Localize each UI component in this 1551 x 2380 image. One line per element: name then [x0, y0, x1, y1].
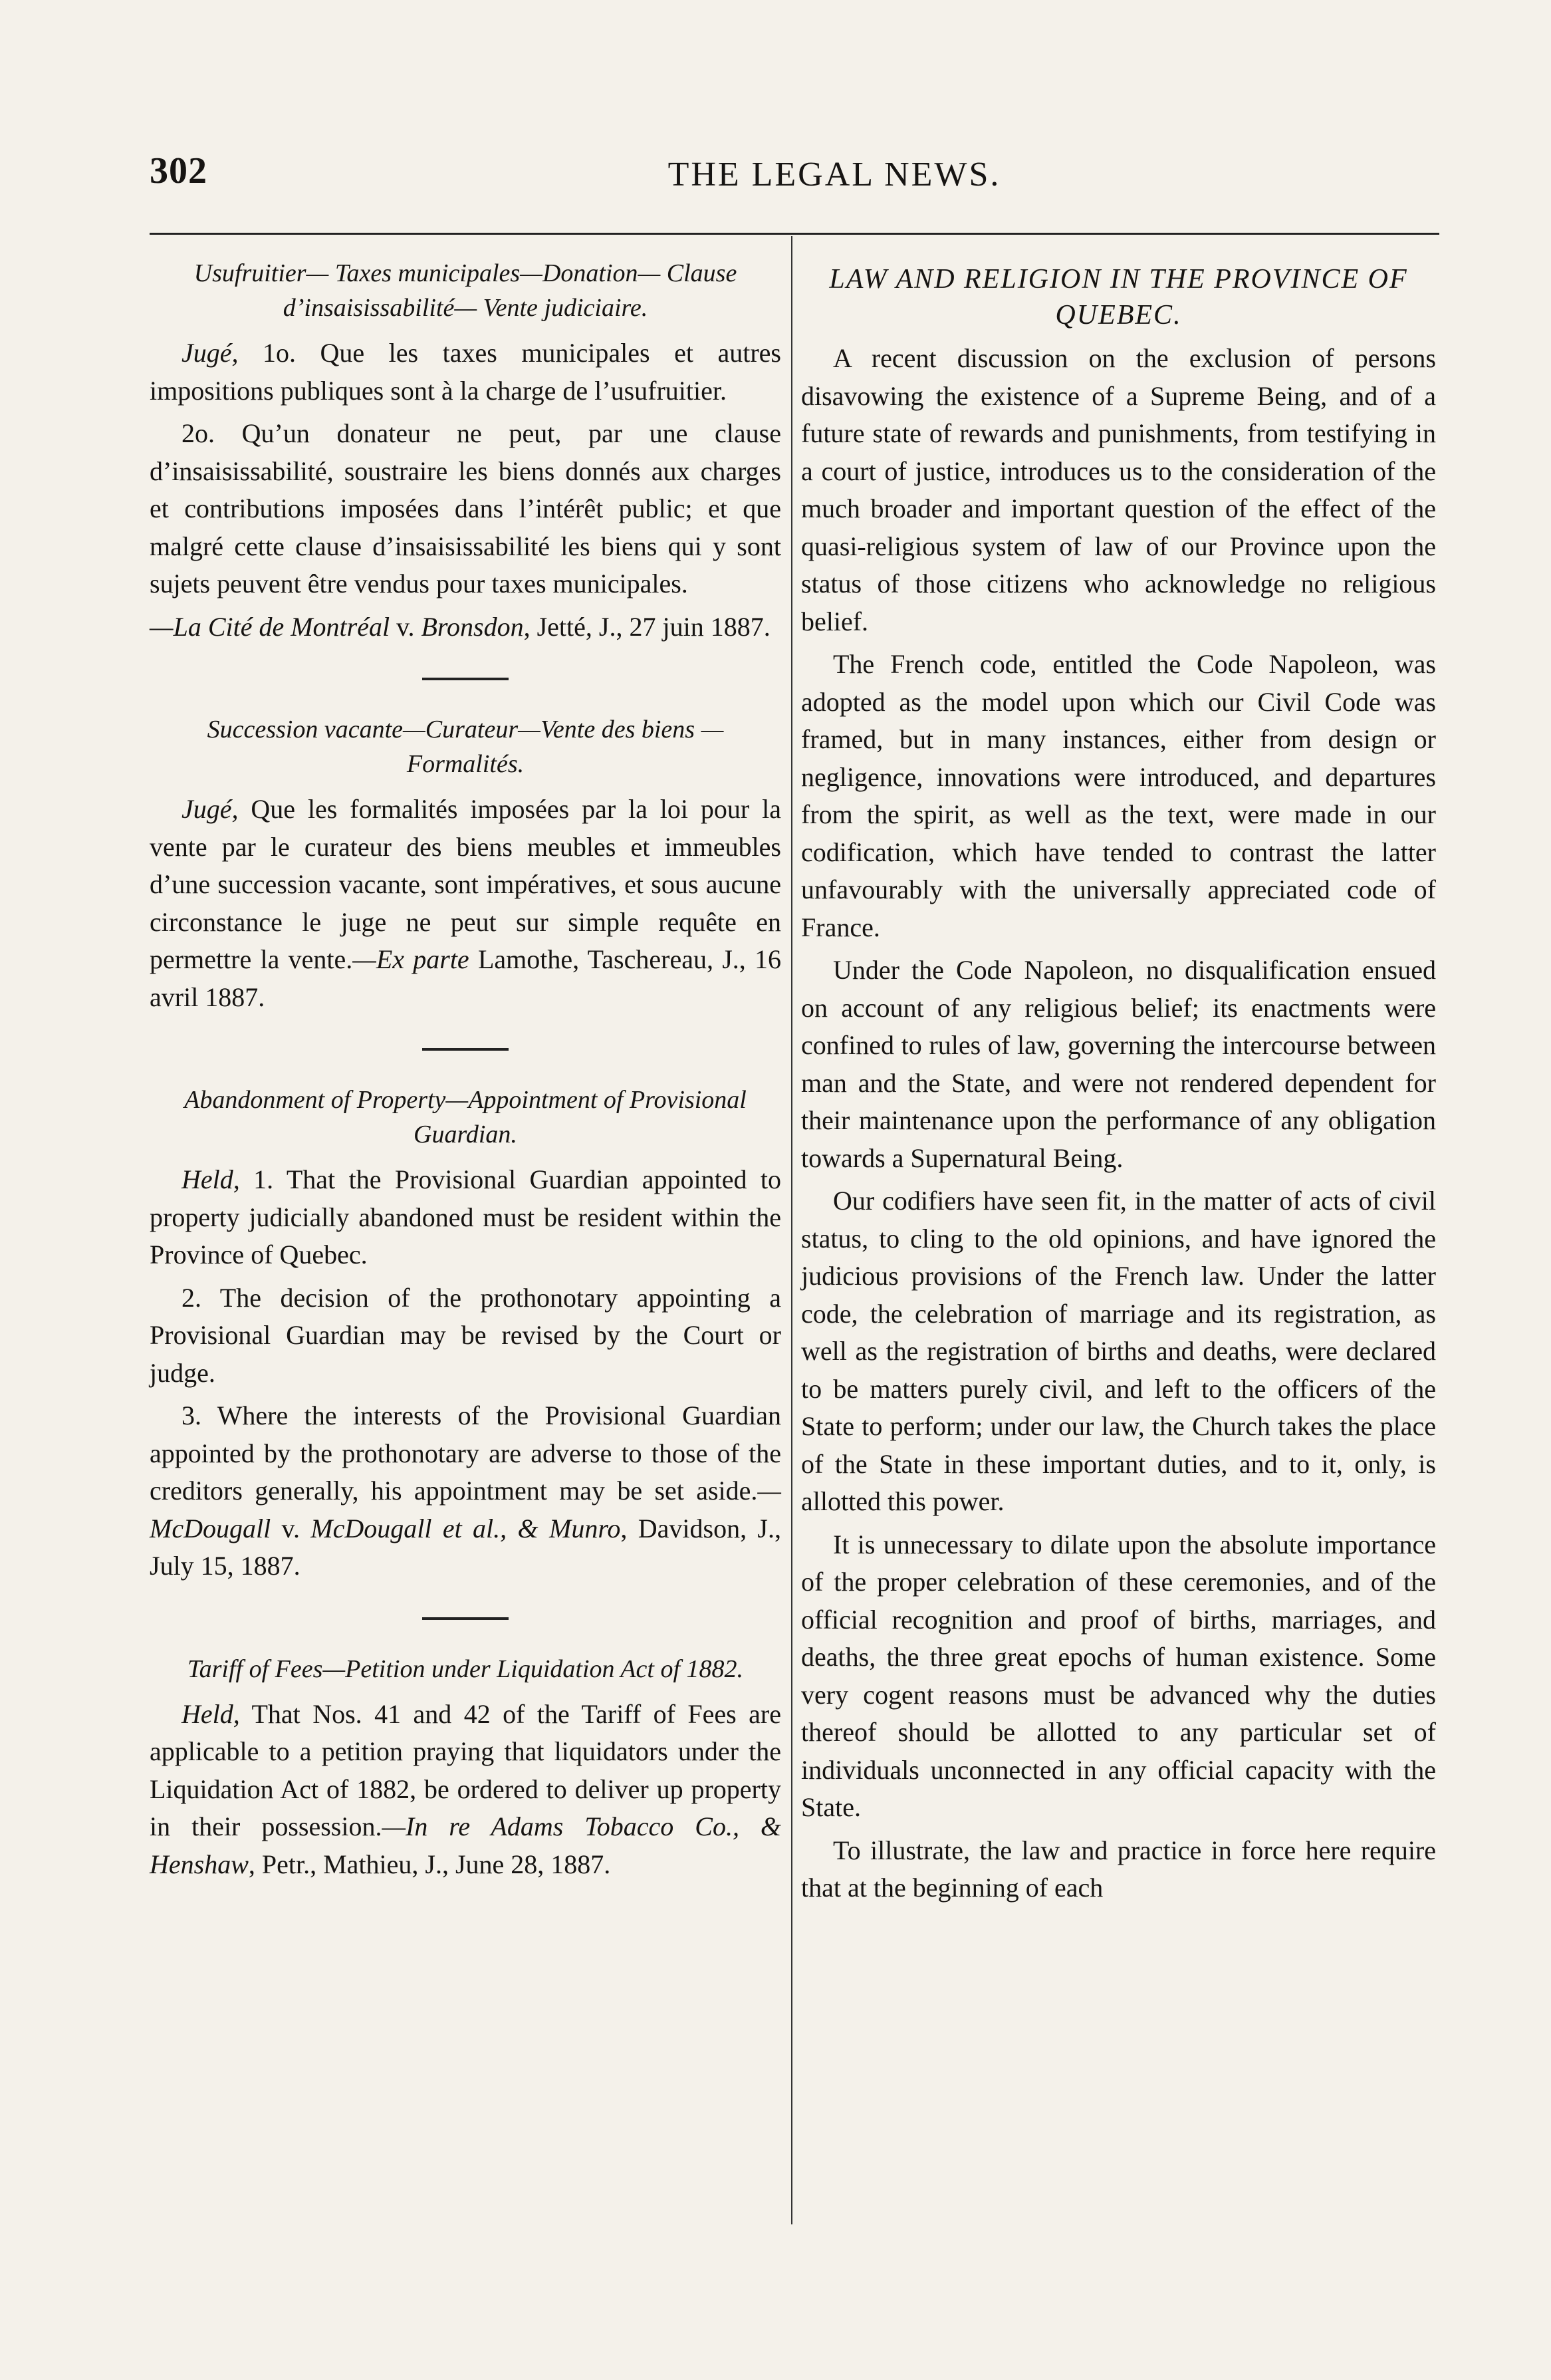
case-paragraph [150, 1696, 781, 1884]
citation-vs: v. [390, 611, 421, 642]
section-separator [422, 1617, 509, 1620]
holding-lead: Jugé, [181, 338, 239, 368]
citation-rest: Lamothe, Taschereau, J., 16 avril 1887. [150, 944, 782, 1012]
holding-text: That Nos. 41 and 42 of the Tariff of Fees are applicable to a petition praying that liquidators under the Liquidation Act of 1882, be ordered to deliver up property in their possession. [150, 1698, 781, 1841]
citation-rest: , Petr., Mathieu, J., June 28, 1887. [248, 1849, 611, 1879]
citation-party: —McDougall [150, 1476, 781, 1543]
holding-text: Que les formalités imposées par la loi pour la vente par le curateur des biens meubles et immeubles d’une succession vacante, sont impératives, et sous aucune circonstance le juge ne peut sur simple requête en permettre la vente. [150, 794, 781, 974]
case-paragraph [150, 415, 781, 603]
holding-lead: Held, [181, 1164, 240, 1194]
holding-lead: Jugé, [181, 794, 239, 824]
case-paragraph [150, 791, 781, 1016]
case-headnote: Usufruitier— Taxes municipales—Donation— Clause d’insaisissabilité— Vente judiciaire. [193, 259, 737, 322]
case-headnote: Abandonment of Property—Appointment of Provisional Guardian. [184, 1086, 747, 1148]
article-title: LAW AND RELIGION IN THE PROVINCE OF QUEBEC. [829, 264, 1408, 331]
holding-text: 3. Where the interests of the Provisional Guardian appointed by the prothonotary are adverse to those of the creditors generally, his appointment may be set aside. [150, 1400, 781, 1506]
right-column [801, 249, 1436, 2220]
case-headnote: Tariff of Fees—Petition under Liquidation Act of 1882. [187, 1654, 744, 1683]
citation-rest: , Davidson, J., July 15, 1887. [150, 1513, 781, 1581]
holding-text: 2o. Qu’un donateur ne peut, par une clause d’insaisissabilité, soustraire les biens donnés aux charges et contributions imposées dans l’intérêt public; et que malgré cette clause d’insaisissabilité les biens qui y sont sujets peuvent être vendus pour taxes municipales. [150, 418, 781, 598]
left-column [150, 249, 781, 2220]
holding-text: 2. The decision of the prothonotary appointing a Provisional Guardian may be revised by the Court or judge. [150, 1282, 781, 1388]
case-paragraph [150, 1397, 781, 1585]
citation-party: —La Cité de Montréal [150, 611, 390, 642]
case-citation [150, 608, 781, 646]
page-header [150, 150, 1439, 209]
article-paragraph: Our codifiers have seen fit, in the matter of acts of civil status, to cling to the old opinions, and have ignored the judicious provisions of the French law. Under the latter code, the celebration of marriage and its registration, as well as the registration of births and deaths, were declared to be matters purely civil, and left to the officers of the State to perform; under our law, the Church takes the place of the State in these important duties, and to it, only, is allotted this power. [801, 1186, 1436, 1516]
case-paragraph [150, 334, 781, 410]
case-paragraph [150, 1279, 781, 1392]
citation-rest: , Jetté, J., 27 juin 1887. [523, 611, 771, 642]
page-number: 302 [150, 150, 207, 192]
section-separator [422, 678, 509, 680]
citation-party: —Ex parte [352, 944, 469, 974]
journal-title: THE LEGAL NEWS. [667, 156, 1001, 194]
holding-lead: Held, [181, 1698, 240, 1729]
holding-text: 1. That the Provisional Guardian appointed to property judicially abandoned must be resident within the Province of Quebec. [150, 1164, 781, 1269]
case-headnote: Succession vacante—Curateur—Vente des biens —Formalités. [207, 716, 724, 778]
citation-party: McDougall et al., & Munro [310, 1513, 621, 1543]
holding-text: 1o. Que les taxes municipales et autres impositions publiques sont à la charge de l’usufruitier. [150, 338, 781, 406]
article-paragraph: Under the Code Napoleon, no disqualification ensued on account of any religious belief; its enactments were confined to rules of law, governing the intercourse between man and the State, and were not rendered dependent for their maintenance upon the performance of any obligation towards a Supernatural Being. [801, 955, 1436, 1173]
case-paragraph [150, 1161, 781, 1274]
article-paragraph: It is unnecessary to dilate upon the absolute importance of the proper celebration of these ceremonies, and of the official recognition and proof of births, marriages, and deaths, the three great epochs of human existence. Some very cogent reasons must be advanced why the duties thereof should be allotted to any particular set of individuals unconnected in any official capacity with the State. [801, 1529, 1436, 1822]
column-divider [791, 236, 792, 2224]
header-rule [150, 233, 1439, 235]
citation-vs: v. [271, 1513, 311, 1543]
article-paragraph: The French code, entitled the Code Napoleon, was adopted as the model upon which our Civil Code was framed, but in many instances, either from design or negligence, innovations were introduced, and departures from the spirit, as well as the text, were made in our codification, which have tended to contrast the latter unfavourably with the universally appreciated code of France. [801, 649, 1436, 942]
article-paragraph: A recent discussion on the exclusion of persons disavowing the existence of a Supreme Being, and of a future state of rewards and punishments, from testifying in a court of justice, introduces us to the consideration of the much broader and important question of the effect of the quasi-religious system of law of our Province upon the status of those citizens who acknowledge no religious belief. [801, 343, 1436, 636]
citation-party: Bronsdon [421, 611, 524, 642]
citation-party: —In re Adams Tobacco Co., & Henshaw [150, 1811, 782, 1879]
section-separator [422, 1048, 509, 1051]
article-paragraph: To illustrate, the law and practice in force here require that at the beginning of each [801, 1835, 1436, 1903]
